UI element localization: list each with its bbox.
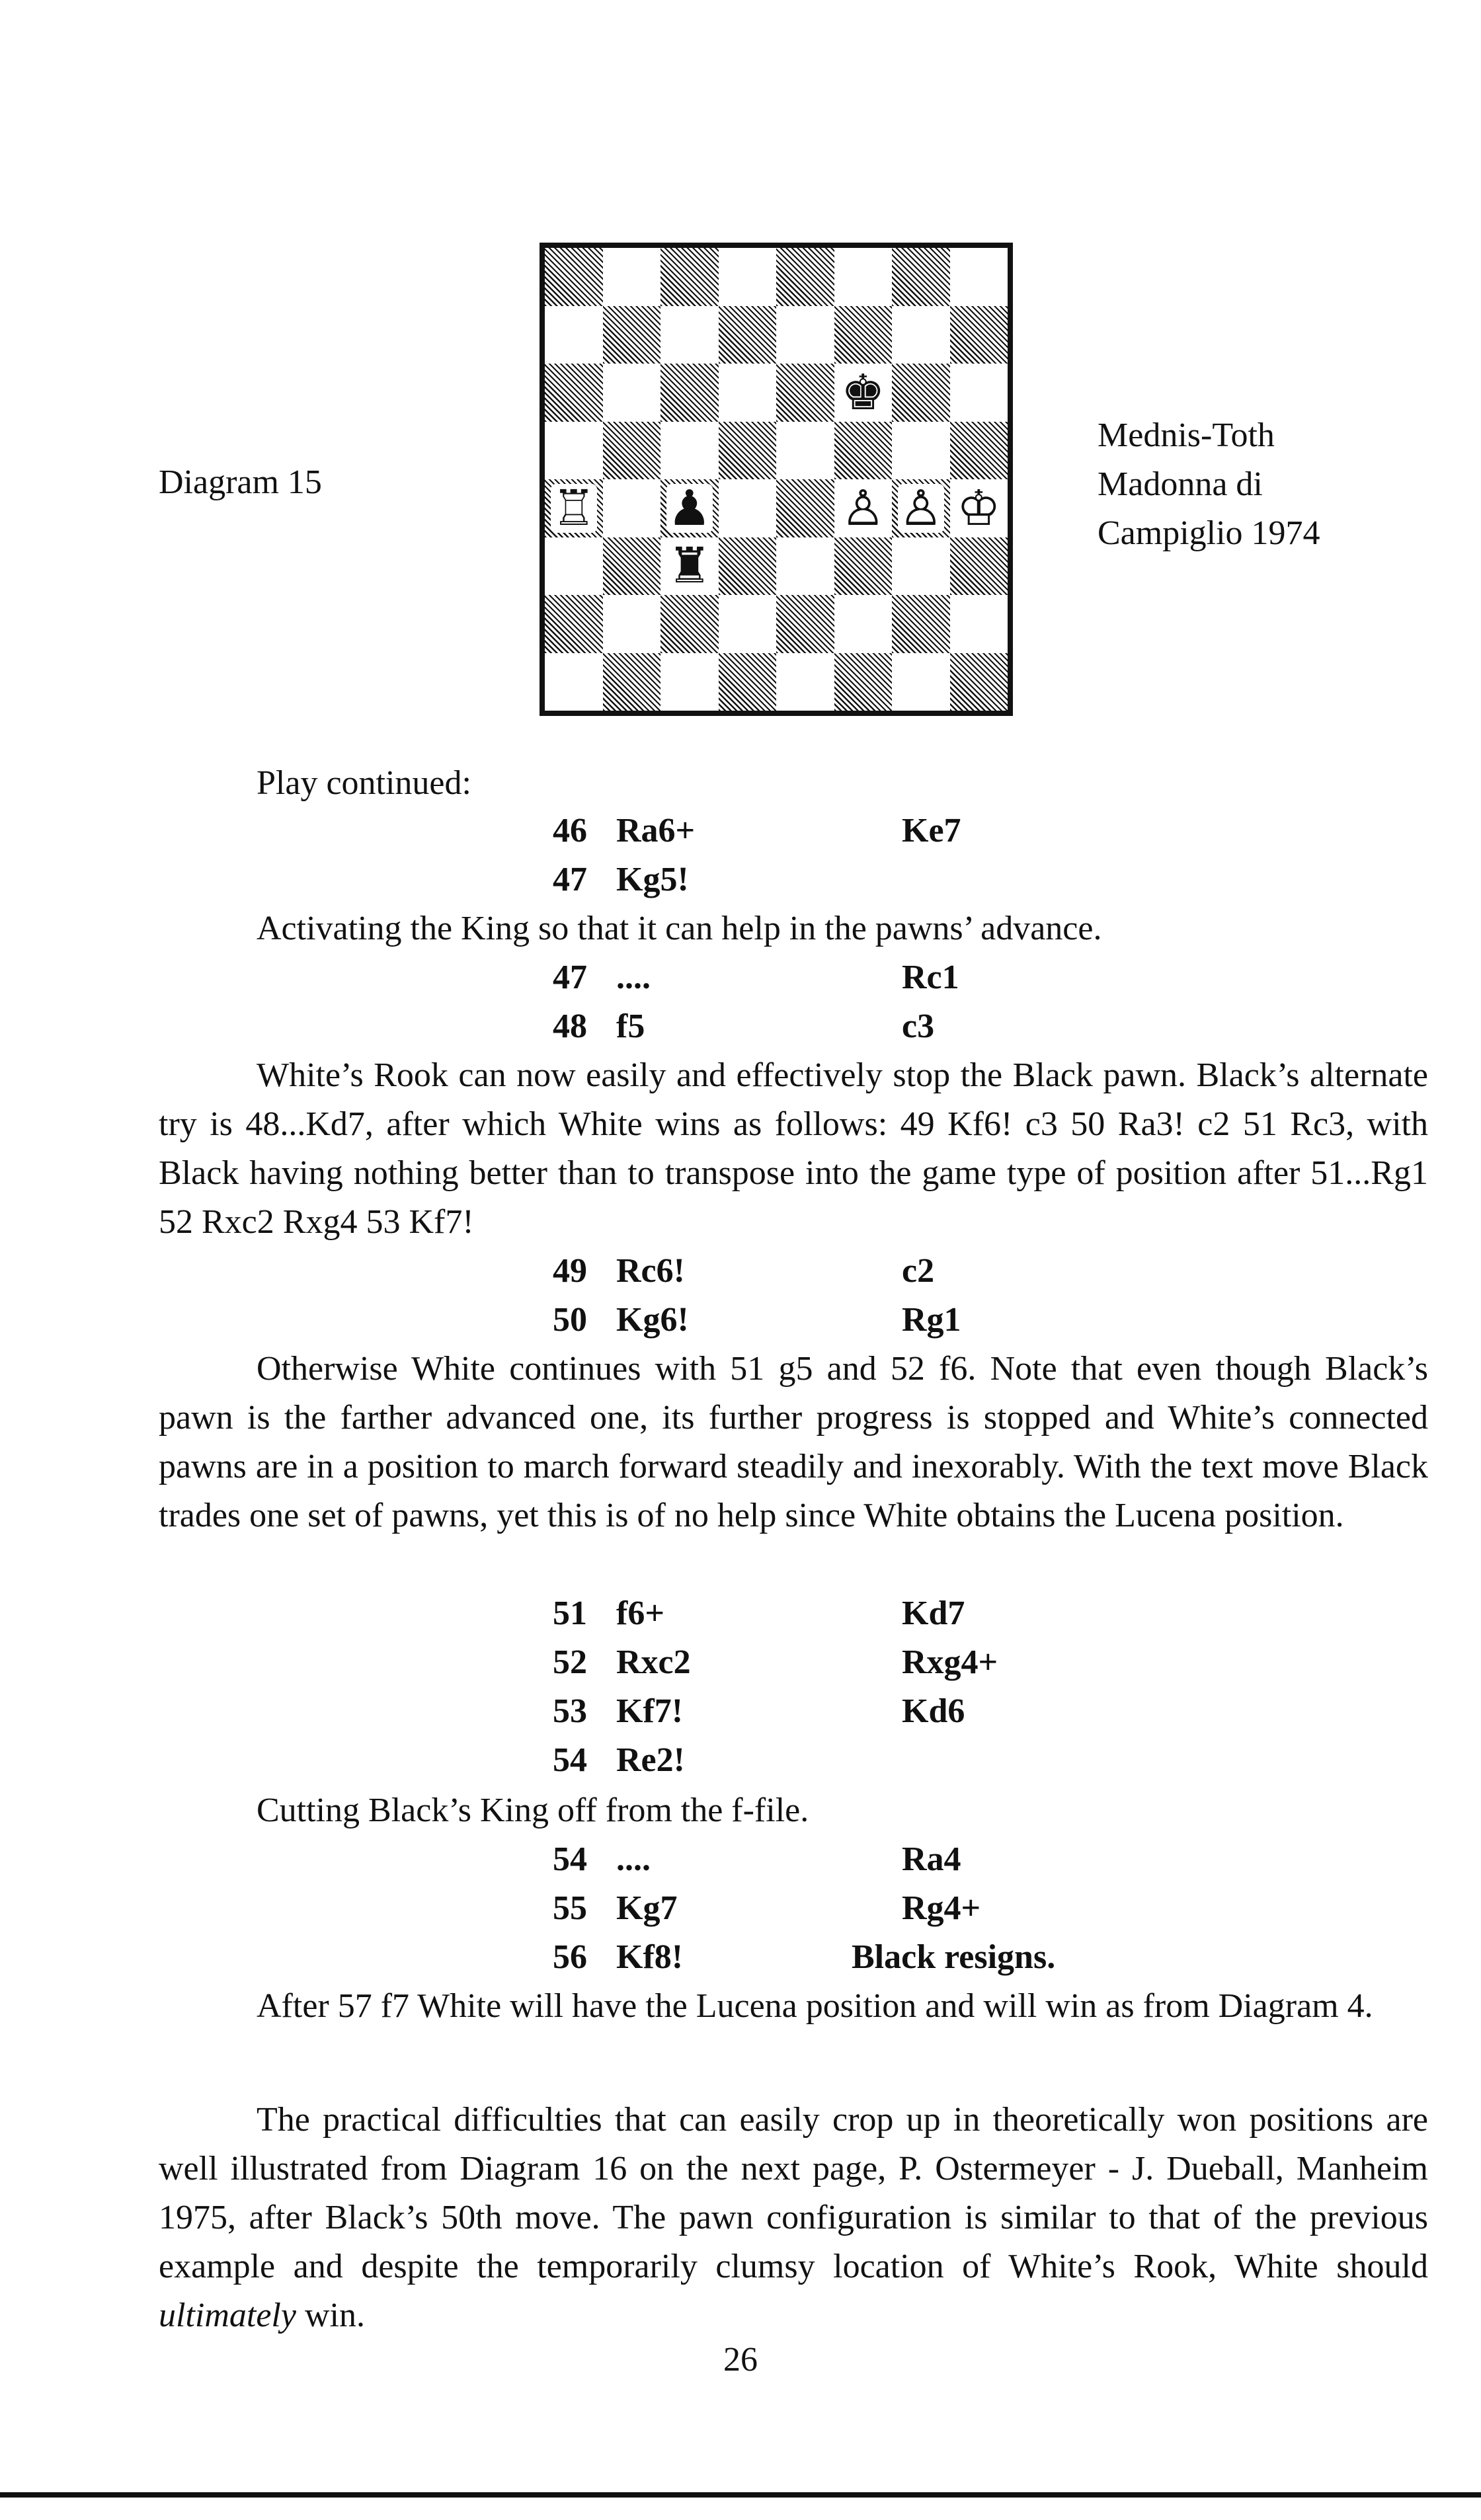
square-g3 (892, 537, 950, 596)
square-g7 (892, 306, 950, 364)
black-king-icon: ♚ (841, 364, 885, 421)
paragraph-6 (159, 2096, 1428, 2340)
move-row (0, 1638, 1481, 1687)
square-f7 (834, 306, 893, 364)
black-move: Ke7 (902, 812, 961, 849)
black-move: Rg1 (902, 1301, 961, 1339)
square-a4 (545, 479, 603, 537)
move-number: 49 (553, 1252, 587, 1290)
black-move: Rg4+ (902, 1889, 981, 1927)
square-a6 (545, 364, 603, 422)
diagram-caption (1098, 411, 1320, 558)
square-a5 (545, 422, 603, 480)
move-number: 51 (553, 1595, 587, 1632)
move-list-4 (0, 1589, 1481, 1785)
move-row (0, 1736, 1481, 1785)
paragraph-6-end: win. (296, 2297, 365, 2334)
intro-line: Play continued: (257, 764, 471, 802)
square-b1 (603, 653, 661, 711)
caption-line-event: Campiglio 1974 (1098, 514, 1320, 552)
square-f5 (834, 422, 893, 480)
move-number: 47 (553, 861, 587, 898)
move-row (0, 1835, 1481, 1884)
paragraph-6-emphasis: ultimately (159, 2297, 296, 2334)
black-rook-icon: ♜ (667, 537, 711, 595)
paragraph-6-text: The practical difficulties that can easily crop up in theoretically won positions are well illustrated from Diagram 16 on the next page, P. Ostermeyer - J. Dueball, Manheim 1975, after Black’s 50th move. The pawn configuration is similar to that of the previous example and despite the temporarily clumsy location of White’s Rook, White should (159, 2101, 1428, 2285)
move-number: 46 (553, 812, 587, 849)
move-list-3 (0, 1247, 1481, 1345)
move-number: 48 (553, 1007, 587, 1045)
white-pawn-icon: ♙ (841, 479, 885, 537)
square-g8 (892, 248, 950, 306)
square-e4 (776, 479, 834, 537)
square-d3 (719, 537, 777, 596)
white-move: Ra6+ (616, 812, 696, 849)
square-h7 (950, 306, 1008, 364)
square-g5 (892, 422, 950, 480)
paragraph-1: Activating the King so that it can help in the pawns’ advance. (257, 910, 1102, 947)
square-b7 (603, 306, 661, 364)
square-e2 (776, 595, 834, 653)
square-a1 (545, 653, 603, 711)
white-move: Rc6! (616, 1252, 685, 1290)
move-row (0, 1589, 1481, 1638)
black-move: Ra4 (902, 1840, 961, 1878)
chess-board (540, 243, 1013, 716)
square-c7 (660, 306, 719, 364)
square-b2 (603, 595, 661, 653)
white-move: .... (616, 959, 651, 996)
black-move: Rc1 (902, 959, 959, 996)
square-f1 (834, 653, 893, 711)
white-pawn-icon: ♙ (899, 479, 943, 537)
square-h4 (950, 479, 1008, 537)
square-h3 (950, 537, 1008, 596)
square-c5 (660, 422, 719, 480)
black-move: Rxg4+ (902, 1643, 998, 1681)
bottom-rule (0, 2492, 1481, 2498)
move-list-2 (0, 953, 1481, 1051)
square-c3 (660, 537, 719, 596)
square-a3 (545, 537, 603, 596)
white-move: f5 (616, 1007, 645, 1045)
square-h8 (950, 248, 1008, 306)
black-move: Kd6 (902, 1692, 965, 1730)
square-b4 (603, 479, 661, 537)
square-e3 (776, 537, 834, 596)
diagram-label: Diagram 15 (159, 463, 322, 501)
square-b8 (603, 248, 661, 306)
move-number: 50 (553, 1301, 587, 1339)
move-row (0, 1884, 1481, 1933)
move-row (0, 1296, 1481, 1345)
square-h5 (950, 422, 1008, 480)
caption-line-players: Mednis-Toth (1098, 416, 1275, 454)
move-row (0, 1933, 1481, 1982)
move-number: 54 (553, 1840, 587, 1878)
move-number: 53 (553, 1692, 587, 1730)
square-d4 (719, 479, 777, 537)
square-f6 (834, 364, 893, 422)
paragraph-3: Otherwise White continues with 51 g5 and 52 f6. Note that even though Black’s pawn is the farther advanced one, its further progress is stopped and White’s connected pawns are in a position to march forward steadily and inexorably. With the text move Black trades one set of pawns, yet this is of no help since White obtains the Lucena position. (159, 1350, 1428, 1534)
square-e1 (776, 653, 834, 711)
square-g2 (892, 595, 950, 653)
square-b6 (603, 364, 661, 422)
square-a7 (545, 306, 603, 364)
square-g6 (892, 364, 950, 422)
square-b3 (603, 537, 661, 596)
move-list-1 (0, 807, 1481, 904)
square-d6 (719, 364, 777, 422)
square-h1 (950, 653, 1008, 711)
white-move: Kg6! (616, 1301, 689, 1339)
square-c6 (660, 364, 719, 422)
square-e6 (776, 364, 834, 422)
black-move: c2 (902, 1252, 935, 1290)
white-move: .... (616, 1840, 651, 1878)
black-pawn-icon: ♟ (667, 479, 711, 537)
white-move: Kg5! (616, 861, 689, 898)
move-row (0, 953, 1481, 1002)
square-d1 (719, 653, 777, 711)
square-f2 (834, 595, 893, 653)
square-f8 (834, 248, 893, 306)
black-move-resigns: Black resigns. (852, 1938, 1056, 1976)
page-number: 26 (723, 2341, 758, 2379)
white-move: Kf7! (616, 1692, 684, 1730)
move-number: 55 (553, 1889, 587, 1927)
square-h6 (950, 364, 1008, 422)
square-a8 (545, 248, 603, 306)
square-c4 (660, 479, 719, 537)
move-number: 52 (553, 1643, 587, 1681)
square-d2 (719, 595, 777, 653)
square-g1 (892, 653, 950, 711)
square-d8 (719, 248, 777, 306)
paragraph-5: After 57 f7 White will have the Lucena position and will win as from Diagram 4. (257, 1987, 1373, 2025)
paragraph-4: Cutting Black’s King off from the f-file. (257, 1792, 809, 1829)
square-g4 (892, 479, 950, 537)
move-row (0, 855, 1481, 904)
square-c1 (660, 653, 719, 711)
move-list-5 (0, 1835, 1481, 1982)
square-h2 (950, 595, 1008, 653)
white-move: Rxc2 (616, 1643, 691, 1681)
square-d7 (719, 306, 777, 364)
paragraph-2: White’s Rook can now easily and effectively stop the Black pawn. Black’s alternate try is 48...Kd7, after which White wins as follows: 49 Kf6! c3 50 Ra3! c2 51 Rc3, with Black having nothing better than to transpose into the game type of position after 51...Rg1 52 Rxc2 Rxg4 53 Kf7! (159, 1056, 1428, 1241)
square-e8 (776, 248, 834, 306)
square-c8 (660, 248, 719, 306)
move-row (0, 1002, 1481, 1051)
move-number: 54 (553, 1741, 587, 1779)
square-e7 (776, 306, 834, 364)
square-f3 (834, 537, 893, 596)
move-number: 56 (553, 1938, 587, 1976)
move-number: 47 (553, 959, 587, 996)
square-c2 (660, 595, 719, 653)
white-move: f6+ (616, 1595, 664, 1632)
square-d5 (719, 422, 777, 480)
black-move: c3 (902, 1007, 935, 1045)
white-king-icon: ♔ (957, 479, 1001, 537)
move-row (0, 807, 1481, 855)
black-move: Kd7 (902, 1595, 965, 1632)
square-b5 (603, 422, 661, 480)
white-move: Kf8! (616, 1938, 684, 1976)
white-rook-icon: ♖ (551, 479, 596, 537)
white-move: Kg7 (616, 1889, 678, 1927)
square-e5 (776, 422, 834, 480)
white-move: Re2! (616, 1741, 685, 1779)
square-f4 (834, 479, 893, 537)
caption-line-place: Madonna di (1098, 465, 1263, 503)
square-a2 (545, 595, 603, 653)
move-row (0, 1247, 1481, 1296)
move-row (0, 1687, 1481, 1736)
